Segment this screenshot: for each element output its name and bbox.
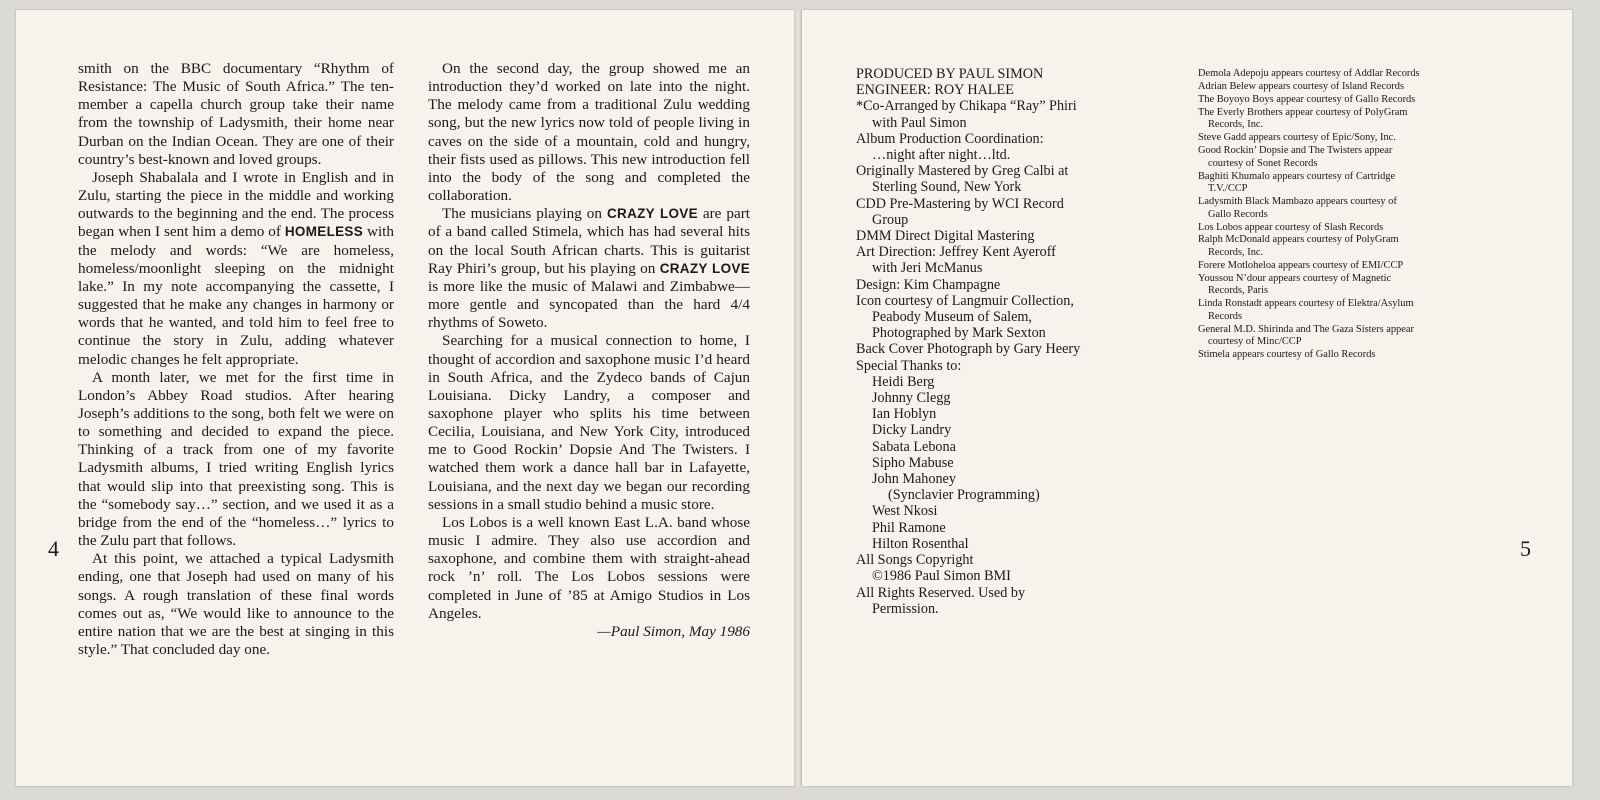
credit-line: Permission.: [872, 600, 939, 617]
courtesy-entry: [1198, 298, 1466, 323]
courtesy-line: Youssou N’dour appears courtesy of Magnetic: [1198, 272, 1392, 284]
courtesy-line: Los Lobos appear courtesy of Slash Records: [1198, 221, 1384, 233]
courtesy-entry: [1198, 222, 1466, 235]
essay-column-2: [428, 60, 750, 641]
courtesy-entry: [1198, 132, 1466, 145]
essay-paragraph: Searching for a musical connection to home, I thought of accordion and saxophone music I’d heard in South Africa, and the Zydeco bands of Cajun Louisiana. Dicky Landry, a composer and saxophone player who splits his time between Cecilia, Louisiana, and New York City, introduced me to Good Rockin’ Dopsie And The Twisters. I watched them work a dance hall bar in Lafayette, Louisiana, and the next day we began our recording sessions in a small studio behind a music store.: [428, 332, 750, 513]
courtesy-line: Forere Motloheloa appears courtesy of EMI/CCP: [1198, 259, 1404, 271]
credit-line: Ian Hoblyn: [872, 406, 937, 423]
credit-line: West Nkosi: [872, 503, 938, 520]
courtesy-line: Records: [1208, 310, 1243, 322]
credit-line: Group: [872, 211, 909, 228]
courtesy-entry: [1198, 273, 1466, 298]
courtesy-line: General M.D. Shirinda and The Gaza Sisters appear: [1198, 323, 1414, 335]
left-page: [16, 10, 794, 786]
credit-line: Dicky Landry: [872, 422, 952, 439]
credit-line: Icon courtesy of Langmuir Collection,: [856, 292, 1074, 309]
credit-line: with Paul Simon: [872, 114, 967, 131]
book-gutter: [794, 10, 802, 786]
courtesy-line: Linda Ronstadt appears courtesy of Elektra/Asylum: [1198, 298, 1414, 310]
right-page: [802, 10, 1572, 786]
song-title: HOMELESS: [284, 224, 364, 240]
song-title: CRAZY LOVE: [659, 260, 751, 276]
courtesy-line: Adrian Belew appears courtesy of Island Records: [1198, 80, 1405, 92]
song-title: CRAZY LOVE: [606, 206, 698, 222]
essay-paragraph: On the second day, the group showed me an introduction they’d worked on late into the night. The melody came from a traditional Zulu wedding song, but the new lyrics now told of people living in caves on the side of a mountain, cold and hungry, their fists used as pillows. This new introduction fell into the body of the song and completed the collaboration.: [428, 60, 750, 205]
courtesy-line: Good Rockin’ Dopsie and The Twisters appear: [1198, 145, 1393, 157]
courtesy-line: The Everly Brothers appear courtesy of PolyGram: [1198, 106, 1408, 118]
essay-paragraph: Joseph Shabalala and I wrote in English and in Zulu, starting the piece in the middle and working outwards to the beginning and the end. The process began when I sent him a demo of HOMELESS with the melody and words: “We are homeless, homeless/moonlight sleeping on the midnight lake.” In my note accompanying the cassette, I suggested that he make any changes in harmony or words that he wanted, and told him to feel free to continue the story in Zulu, adding whatever melodic changes he felt appropriate.: [78, 168, 394, 368]
credit-line: (Synclavier Programming): [888, 487, 1040, 504]
page-number-left: 4: [48, 536, 59, 561]
credit-line: Originally Mastered by Greg Calbi at: [856, 163, 1069, 180]
courtesy-line: Stimela appears courtesy of Gallo Records: [1198, 349, 1376, 361]
courtesy-line: Gallo Records: [1208, 208, 1268, 220]
courtesy-entry: [1198, 68, 1466, 81]
courtesy-entry: [1198, 94, 1466, 107]
credit-line: All Songs Copyright: [856, 552, 974, 569]
courtesy-entry: [1198, 145, 1466, 170]
credit-line: with Jeri McManus: [872, 260, 983, 277]
credit-line: Sabata Lebona: [872, 438, 956, 455]
courtesy-entry: [1198, 234, 1466, 259]
credit-line: PRODUCED BY PAUL SIMON: [856, 66, 1044, 82]
essay-paragraph: The musicians playing on CRAZY LOVE are part of a band called Stimela, which has had several hits on the local South African charts. This is guitarist Ray Phiri’s group, but his playing on CRAZY LOVE is more like the music of Malawi and Zimbabwe—more gentle and syncopated than the hard 4/4 rhythms of Soweto.: [428, 205, 751, 332]
credit-line: Peabody Museum of Salem,: [872, 309, 1032, 326]
credit-line: Photographed by Mark Sexton: [872, 325, 1046, 342]
courtesy-line: courtesy of Minc/CCP: [1208, 336, 1302, 348]
courtesy-entry: [1198, 107, 1466, 132]
credit-line: Album Production Coordination:: [856, 130, 1044, 147]
credit-line: Sipho Mabuse: [872, 454, 954, 471]
courtesy-entry: [1198, 260, 1466, 273]
courtesy-line: T.V./CCP: [1208, 183, 1248, 195]
credit-line: Art Direction: Jeffrey Kent Ayeroff: [856, 244, 1056, 261]
credit-line: Back Cover Photograph by Gary Heery: [856, 341, 1081, 358]
credit-line: Hilton Rosenthal: [872, 535, 969, 552]
essay-paragraph: At this point, we attached a typical Ladysmith ending, one that Joseph had used on many of his songs. A rough translation of these final words comes out as, “We would like to announce to the entire nation that we are the best at singing in this style.” That concluded day one.: [78, 550, 394, 658]
courtesy-line: Ladysmith Black Mambazo appears courtesy of: [1198, 196, 1397, 208]
courtesy-line: courtesy of Sonet Records: [1208, 157, 1318, 169]
credit-line: Johnny Clegg: [872, 390, 951, 407]
essay-column-1: [78, 60, 394, 659]
essay-paragraph: Los Lobos is a well known East L.A. band whose music I admire. They also use accordion and saxophone, and combine them with straight-ahead rock ’n’ roll. The Los Lobos sessions were completed in June of ’85 at Amigo Studios in Los Angeles.: [428, 513, 750, 622]
courtesy-list: [1198, 68, 1466, 362]
courtesy-entry: [1198, 171, 1466, 196]
courtesy-entry: [1198, 349, 1466, 362]
signature: —Paul Simon, May 1986: [597, 622, 750, 640]
courtesy-line: Records, Inc.: [1208, 119, 1264, 131]
courtesy-line: Ralph McDonald appears courtesy of PolyGram: [1198, 234, 1399, 246]
credit-line: Heidi Berg: [872, 373, 935, 390]
credit-line: *Co-Arranged by Chikapa “Ray” Phiri: [856, 98, 1077, 115]
credit-line: ©1986 Paul Simon BMI: [872, 568, 1011, 585]
courtesy-line: Steve Gadd appears courtesy of Epic/Sony, Inc.: [1198, 132, 1396, 144]
credit-line: Phil Ramone: [872, 519, 946, 536]
credit-line: CDD Pre-Mastering by WCI Record: [856, 195, 1064, 212]
credit-line: Design: Kim Champagne: [856, 276, 1001, 293]
courtesy-line: Demola Adepoju appears courtesy of Addlar Records: [1198, 68, 1420, 79]
essay-paragraph: smith on the BBC documentary “Rhythm of Resistance: The Music of South Africa.” The ten-member a capella church group take their name from the township of Ladysmith, their home near Durban on the Indian Ocean. They are one of their country’s best-known and loved groups.: [78, 60, 394, 168]
credit-line: Sterling Sound, New York: [872, 179, 1022, 196]
courtesy-line: Records, Inc.: [1208, 246, 1264, 258]
courtesy-entry: [1198, 196, 1466, 221]
essay-paragraph: A month later, we met for the first time in London’s Abbey Road studios. After hearing Joseph’s additions to the song, both felt we were on to something and decided to expand the piece. Thinking of a track from one of my favorite Ladysmith albums, I tried writing English lyrics that would slip into that preexisting song. This is the “somebody say…” section, and we used it as a bridge from the end of the “homeless…” lyrics to the Zulu part that follows.: [78, 368, 394, 550]
courtesy-entry: [1198, 81, 1466, 94]
credit-line: ENGINEER: ROY HALEE: [856, 82, 1014, 99]
credit-line: DMM Direct Digital Mastering: [856, 228, 1035, 245]
credit-line: John Mahoney: [872, 471, 956, 488]
credits-list: [856, 66, 1156, 617]
page-number-right: 5: [1520, 536, 1531, 561]
courtesy-entry: [1198, 324, 1466, 349]
courtesy-line: The Boyoyo Boys appear courtesy of Gallo Records: [1198, 93, 1416, 105]
credit-line: All Rights Reserved. Used by: [856, 584, 1026, 601]
credit-line: Special Thanks to:: [856, 357, 962, 374]
courtesy-line: Baghiti Khumalo appears courtesy of Cartridge: [1198, 170, 1396, 182]
credit-line: …night after night…ltd.: [872, 147, 1011, 164]
courtesy-line: Records, Paris: [1208, 285, 1269, 297]
